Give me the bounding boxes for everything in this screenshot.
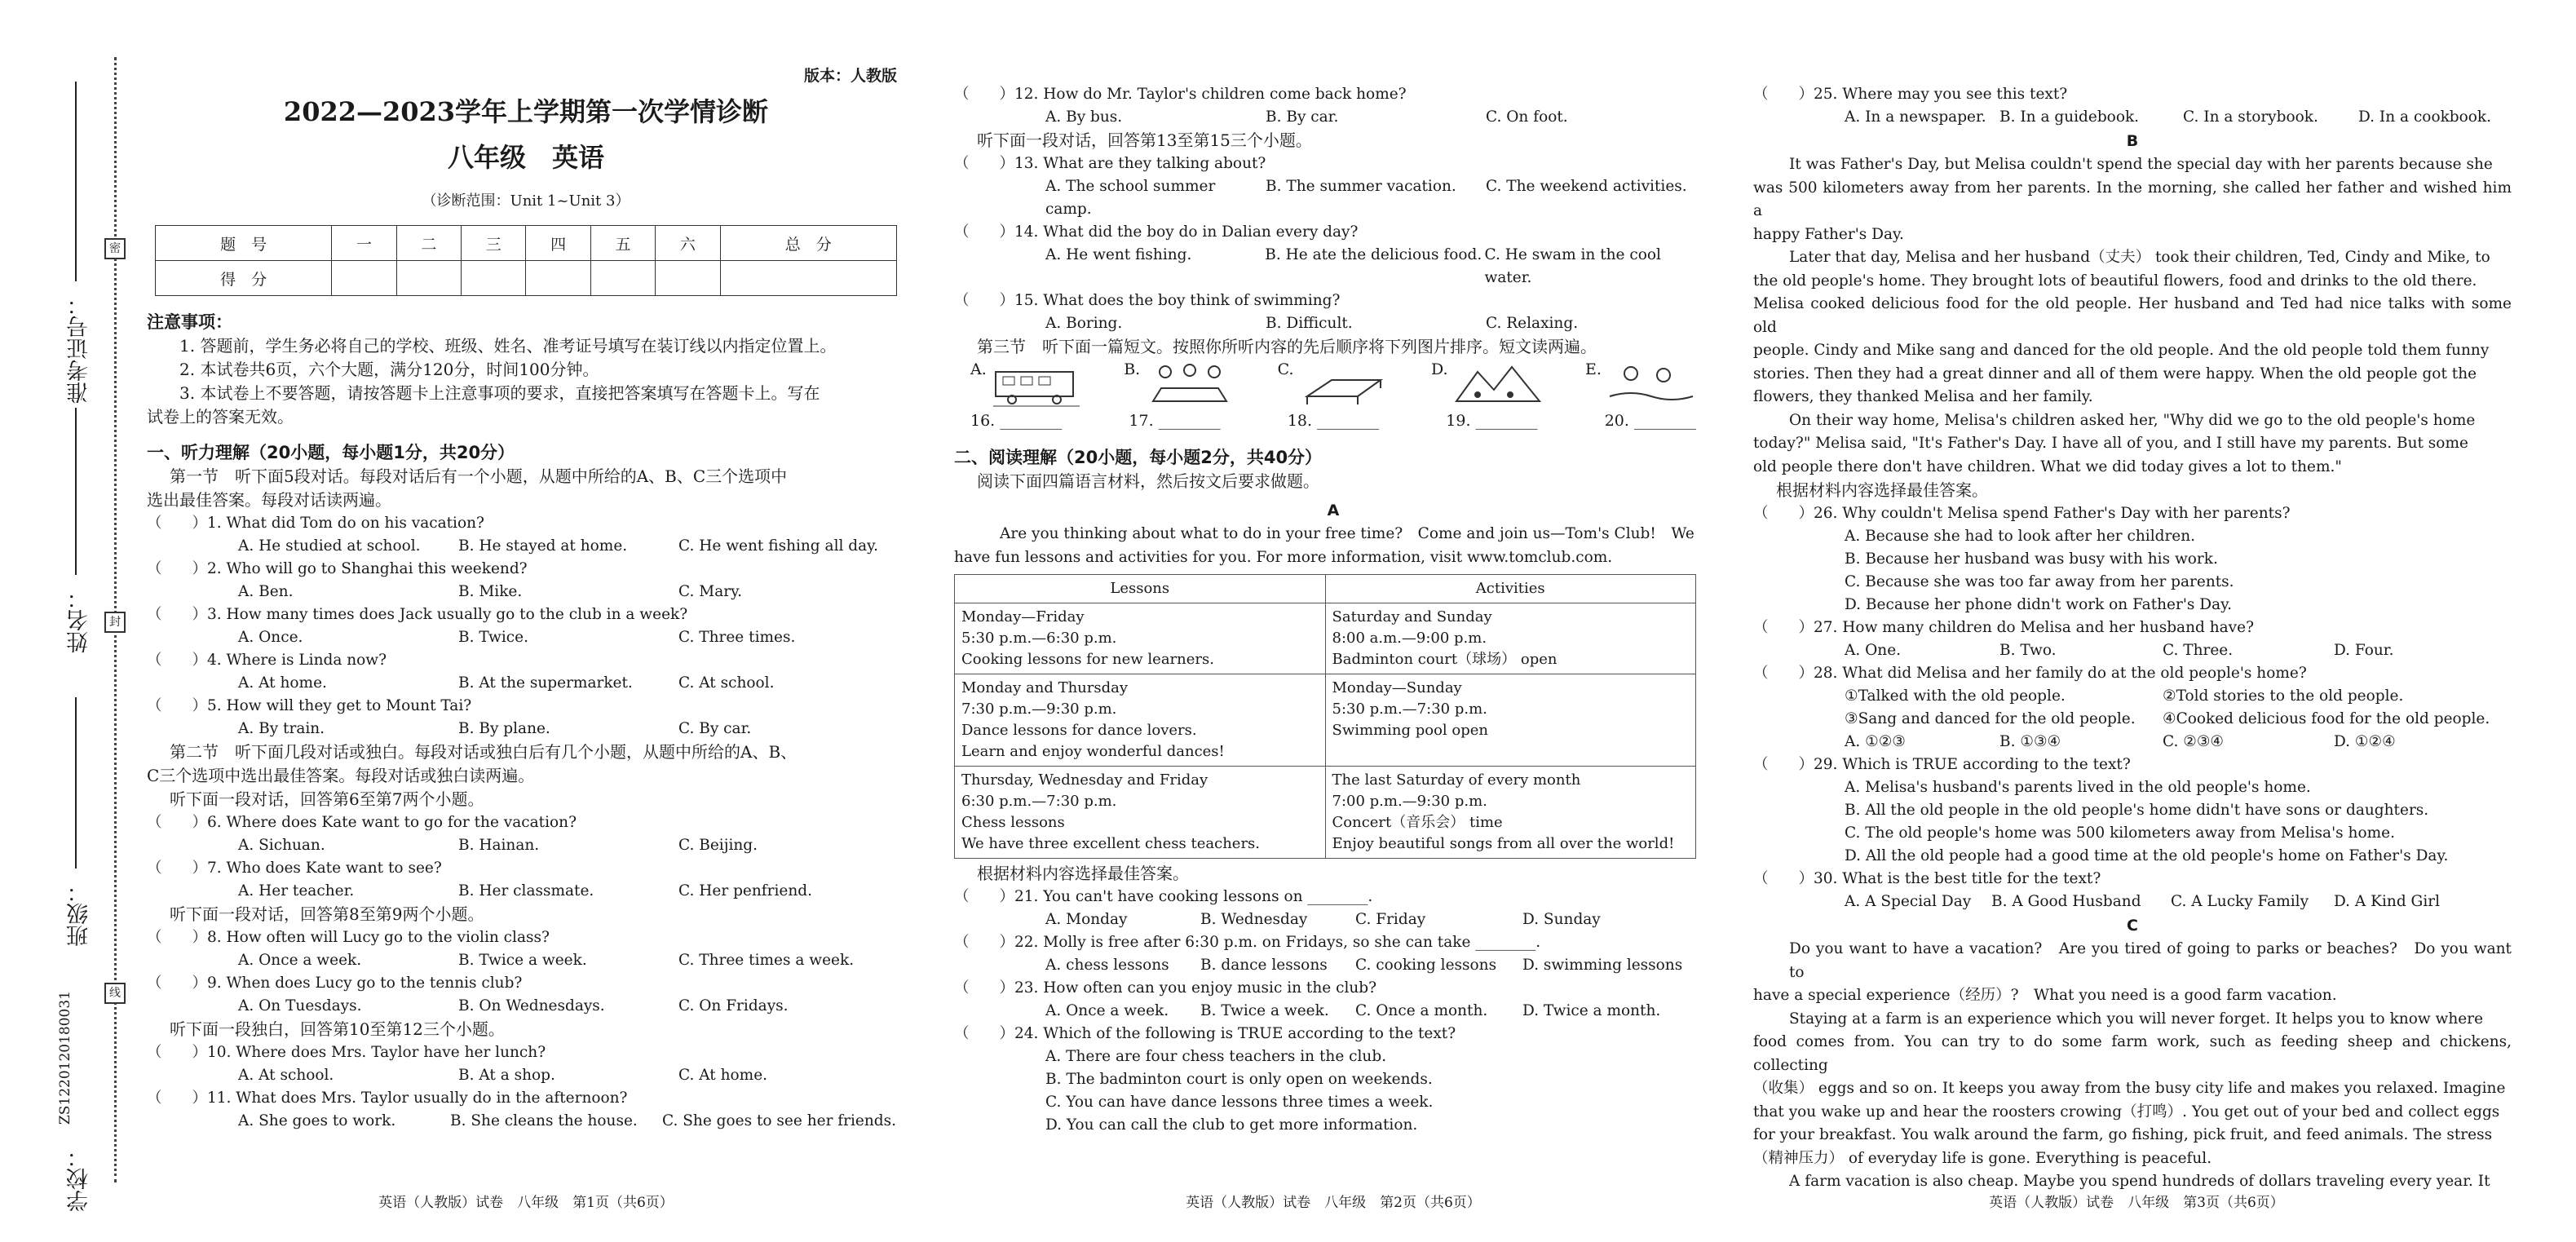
picture-e: E. (1585, 360, 1696, 408)
page-1 (147, 0, 905, 1242)
option: B. Two. (1999, 642, 2057, 659)
instruction: 第二节 听下面几段对话或独白。每段对话或独白后有几个小题，从题中所给的A、B、 (170, 742, 798, 762)
passage-text: happy Father's Day. (1753, 225, 1904, 243)
option: C. At home. (678, 1067, 768, 1084)
instruction: 选出最佳答案。每段对话读两遍。 (147, 490, 391, 510)
option: B. At the supermarket. (458, 674, 633, 692)
table-header: Lessons (955, 575, 1326, 603)
question: （ ）24. Which of the following is TRUE according to the text? (954, 1025, 1456, 1042)
page-2 (954, 0, 1712, 1242)
school-label: 学校： (67, 1146, 92, 1212)
score-cell: 总 分 (720, 226, 896, 261)
question: （ ）2. Who will go to Shanghai this weekend? (147, 560, 528, 577)
option: B. The summer vacation. (1266, 178, 1456, 195)
section-heading: 二、阅读理解（20小题，每小题2分，共40分） (954, 448, 1323, 467)
option: B. At a shop. (458, 1067, 555, 1084)
option: C. Her penfriend. (678, 882, 812, 899)
exam-scope: （诊断范围：Unit 1~Unit 3） (422, 192, 630, 210)
score-cell: 题 号 (156, 226, 332, 261)
table-cell: Thursday, Wednesday and Friday 6:30 p.m.—7:30 p.m. Chess lessons We have three excellent chess teachers. (955, 767, 1326, 859)
table-header: Activities (1325, 575, 1696, 603)
option: C. He went fishing all day. (678, 537, 879, 555)
question: （ ）12. How do Mr. Taylor's children come back home? (954, 86, 1407, 103)
option: C. She goes to see her friends. (662, 1112, 896, 1129)
option: D. You can call the club to get more information. (1045, 1116, 1418, 1134)
paper-code: ZS1220120180031 (57, 991, 73, 1125)
table-cell: Saturday and Sunday 8:00 a.m.—9:00 p.m. Badminton court（球场） open (1325, 603, 1696, 674)
passage-text: food comes from. You can try to do some farm work, such as feeding sheep and chickens, collecting (1753, 1033, 2512, 1074)
question: （ ）13. What are they talking about? (954, 155, 1266, 172)
option: C. ②③④ (2163, 733, 2225, 750)
option: A. There are four chess teachers in the club. (1045, 1048, 1387, 1065)
passage-text: Later that day, Melisa and her husband（丈夫） took their children, Ted, Cindy and Mike, to (1789, 249, 2490, 266)
passage-text: （精神压力） of everyday life is gone. Everything is peaceful. (1753, 1149, 2212, 1167)
instruction: 第一节 听下面5段对话。每段对话后有一个小题，从题中所给的A、B、C三个选项中 (170, 466, 788, 486)
option: C. Three. (2163, 642, 2234, 659)
passage-text: Melisa cooked delicious food for the old people. Her husband and Ted had nice talks with some old (1753, 295, 2512, 336)
option: C. Friday (1355, 911, 1426, 928)
option: A. A Special Day (1845, 893, 1972, 910)
option: C. Because she was too far away from her parents. (1845, 573, 2234, 590)
option: A. Ben. (238, 583, 294, 600)
page-footer: 英语（人教版）试卷 八年级 第2页（共6页） (1186, 1195, 1481, 1211)
option: C. By car. (678, 720, 752, 737)
notes (147, 310, 905, 429)
answer-blank[interactable]: 16. ________ (970, 412, 1063, 430)
instruction: 听下面一段对话，回答第13至第15三个小题。 (977, 130, 1312, 150)
statement: ④Cooked delicious food for the old people. (2163, 710, 2490, 727)
passage-text: On their way home, Melisa's children asked her, "Why did we go to the old people's home (1789, 411, 2476, 429)
option: A. Once a week. (1045, 1002, 1169, 1019)
instruction: 根据材料内容选择最佳答案。 (977, 864, 1189, 883)
question: （ ）15. What does the boy think of swimming? (954, 292, 1341, 309)
option: B. dance lessons (1200, 957, 1328, 974)
instruction: 阅读下面四篇语言材料，然后按文后要求做题。 (977, 471, 1319, 491)
option: D. In a cookbook. (2358, 108, 2492, 126)
option: C. Three times a week. (678, 952, 855, 969)
passage-text: （收集） eggs and so on. It keeps you away from the busy city life and makes you relaxed. Imagine (1753, 1080, 2506, 1097)
question: （ ）29. Which is TRUE according to the text? (1753, 756, 2131, 773)
seal-mark-middle: 封 (104, 612, 126, 633)
answer-blanks (954, 408, 1712, 434)
option: C. You can have dance lessons three times a week. (1045, 1094, 1434, 1111)
statement: ③Sang and danced for the old people. (1845, 710, 2136, 727)
note-item: 试卷上的答案无效。 (147, 407, 294, 427)
option: A. The school summer camp. (1045, 178, 1216, 218)
passage-text: A farm vacation is also cheap. Maybe you spend hundreds of dollars traveling every year. It (1789, 1173, 2490, 1190)
option: A. One. (1845, 642, 1902, 659)
score-cell: 四 (526, 226, 590, 261)
option: C. Once a month. (1355, 1002, 1488, 1019)
option: C. On Fridays. (678, 997, 789, 1014)
option: B. Mike. (458, 583, 523, 600)
option: A. chess lessons (1045, 957, 1169, 974)
option: C. He swam in the cool water. (1484, 246, 1661, 286)
mountain-picture-icon (1453, 360, 1543, 408)
statement: ①Talked with the old people. (1845, 687, 2066, 705)
question: （ ）26. Why couldn't Melisa spend Father's Day with her parents? (1753, 505, 2291, 522)
question: （ ）30. What is the best title for the text? (1753, 870, 2101, 887)
option: A. By train. (238, 720, 325, 737)
option: D. A Kind Girl (2334, 893, 2441, 910)
question: （ ）6. Where does Kate want to go for the vacation? (147, 814, 577, 831)
passage-text: It was Father's Day, but Melisa couldn't spend the special day with her parents because she (1789, 156, 2493, 173)
instruction: 根据材料内容选择最佳答案。 (1776, 480, 1988, 500)
option: A. Once. (238, 629, 303, 646)
seal-mark-bottom: 线 (104, 983, 126, 1004)
class-label: 班级： (67, 881, 92, 947)
option: B. In a guidebook. (1999, 108, 2140, 126)
option: C. The old people's home was 500 kilometers away from Melisa's home. (1845, 824, 2395, 842)
picture-b: B. (1124, 360, 1235, 408)
instruction: 听下面一段对话，回答第6至第7两个小题。 (170, 789, 484, 809)
passage-text: for your breakfast. You walk around the farm, go fishing, pick fruit, and feed animals. The stress (1753, 1126, 2493, 1143)
bed-picture-icon (1299, 360, 1389, 408)
picture-row (954, 360, 1712, 408)
option: C. Mary. (678, 583, 742, 600)
passage-text: Are you thinking about what to do in your free time? Come and join us—Tom's Club! We (1000, 525, 1695, 542)
note-item: 2. 本试卷共6页，六个大题，满分120分，时间100分钟。 (179, 360, 599, 379)
table-cell: Monday—Friday 5:30 p.m.—6:30 p.m. Cooking lessons for new learners. (955, 603, 1326, 674)
question: （ ）10. Where does Mrs. Taylor have her lunch? (147, 1044, 546, 1061)
passage-b-label: B (2126, 132, 2139, 150)
option: A. At school. (238, 1067, 334, 1084)
option: B. ①③④ (1999, 733, 2061, 750)
option: B. Difficult. (1266, 315, 1353, 332)
note-item: 3. 本试卷上不要答题，请按答题卡上注意事项的要求，直接把答案填写在答题卡上。写在 (179, 383, 820, 403)
option: B. A Good Husband (1991, 893, 2141, 910)
passage-text: stories. Then they had a great dinner and all of them were happy. When the old people got the (1753, 365, 2477, 382)
question: （ ）9. When does Lucy go to the tennis club? (147, 975, 523, 992)
question: （ ）25. Where may you see this text? (1753, 86, 2068, 103)
option: C. The weekend activities. (1486, 178, 1687, 195)
option: B. Twice a week. (458, 952, 587, 969)
option: D. ①②④ (2334, 733, 2396, 750)
beach-picture-icon (1606, 360, 1696, 408)
question: （ ）4. Where is Linda now? (147, 652, 387, 669)
option: A. By bus. (1045, 108, 1123, 126)
option: B. All the old people in the old people's home didn't have sons or daughters. (1845, 802, 2429, 819)
picture-c: C. (1278, 360, 1389, 408)
question: （ ）27. How many children do Melisa and her husband have? (1753, 619, 2254, 636)
question: （ ）23. How often can you enjoy music in the club? (954, 979, 1377, 997)
option: C. In a storybook. (2183, 108, 2318, 126)
option: C. On foot. (1486, 108, 1568, 126)
option: C. Three times. (678, 629, 796, 646)
option: A. She goes to work. (238, 1112, 396, 1129)
passage-text: that you wake up and hear the roosters crowing（打鸣）. You get out of your bed and collect eggs (1753, 1103, 2500, 1120)
option: A. He went fishing. (1045, 246, 1192, 263)
option: D. All the old people had a good time at the old people's home on Father's Day. (1845, 847, 2449, 864)
option: A. Her teacher. (238, 882, 355, 899)
passage-text: Do you want to have a vacation? Are you tired of going to parks or beaches? Do you want to (1789, 940, 2512, 981)
question: （ ）7. Who does Kate want to see? (147, 860, 442, 877)
passage-a-label: A (1327, 502, 1340, 519)
picture-d: D. (1431, 360, 1543, 408)
option: B. He ate the delicious food. (1265, 246, 1482, 263)
option: B. By plane. (458, 720, 550, 737)
question: （ ）5. How will they get to Mount Tai? (147, 697, 472, 714)
option: D. Four. (2334, 642, 2394, 659)
option: B. Twice. (458, 629, 528, 646)
option: A. Sichuan. (238, 837, 325, 854)
page-footer: 英语（人教版）试卷 八年级 第1页（共6页） (378, 1195, 674, 1211)
question: （ ）1. What did Tom do on his vacation? (147, 515, 484, 532)
exam-subtitle: 八年级 英语 (447, 142, 604, 173)
option: B. He stayed at home. (458, 537, 628, 555)
passage-text: have fun lessons and activities for you. For more information, visit www.tomclub.com. (954, 548, 1613, 566)
option: C. Beijing. (678, 837, 758, 854)
note-item: 1. 答题前，学生务必将自己的学校、班级、姓名、准考证号填写在装订线以内指定位置上。 (179, 336, 837, 356)
option: D. Twice a month. (1522, 1002, 1661, 1019)
option: B. Because her husband was busy with his work. (1845, 550, 2218, 568)
club-schedule-table (954, 574, 1696, 859)
answer-blank[interactable]: 18. ________ (1287, 412, 1380, 430)
passage-text: Staying at a farm is an experience which you will never forget. It helps you to know where (1789, 1010, 2484, 1028)
page-3 (1753, 0, 2520, 1242)
name-line (75, 408, 77, 575)
option: B. She cleans the house. (450, 1112, 638, 1129)
option: C. A Lucky Family (2171, 893, 2309, 910)
option: A. Because she had to look after her children. (1845, 528, 2196, 545)
question: （ ）8. How often will Lucy go to the violin class? (147, 929, 550, 946)
option: B. The badminton court is only open on weekends. (1045, 1071, 1433, 1088)
section-heading: 一、听力理解（20小题，每小题1分，共20分） (147, 443, 515, 462)
picture-a: A. (970, 360, 1081, 408)
option: A. He studied at school. (238, 537, 421, 555)
option: B. On Wednesdays. (458, 997, 605, 1014)
exam-number-label: 准考证号： (67, 294, 92, 404)
score-table (155, 225, 897, 296)
exam-number-line (75, 82, 77, 281)
name-label: 姓名： (67, 587, 92, 653)
table-cell: Monday and Thursday 7:30 p.m.—9:30 p.m. Dance lessons for dance lovers. Learn and enjoy wonderful dances! (955, 674, 1326, 767)
table-cell: The last Saturday of every month 7:00 p.m.—9:30 p.m. Concert（音乐会） time Enjoy beautiful songs from all over the world! (1325, 767, 1696, 859)
option: A. Monday (1045, 911, 1128, 928)
option: D. swimming lessons (1522, 957, 1683, 974)
statement: ②Told stories to the old people. (2163, 687, 2404, 705)
option: C. Relaxing. (1486, 315, 1579, 332)
passage-text: have a special experience（经历）? What you need is a good farm vacation. (1753, 987, 2337, 1004)
option: B. By car. (1266, 108, 1339, 126)
option: B. Her classmate. (458, 882, 594, 899)
score-cell: 六 (656, 226, 720, 261)
option: C. At school. (678, 674, 775, 692)
option: D. Because her phone didn't work on Father's Day. (1845, 596, 2233, 613)
option: B. Hainan. (458, 837, 540, 854)
answer-blank[interactable]: 19. ________ (1446, 412, 1538, 430)
score-cell: 三 (462, 226, 526, 261)
score-cell: 五 (590, 226, 655, 261)
instruction: 听下面一段独白，回答第10至第12三个小题。 (170, 1019, 505, 1039)
option: A. ①②③ (1845, 733, 1906, 750)
question: （ ）28. What did Melisa and her family do at the old people's home? (1753, 665, 2307, 682)
option: A. On Tuesdays. (238, 997, 362, 1014)
question: （ ）11. What does Mrs. Taylor usually do in the afternoon? (147, 1090, 628, 1107)
passage-text: today?" Melisa said, "It's Father's Day. I have all of you, and I still have my parents. But some (1753, 435, 2468, 452)
notes-title: 注意事项： (147, 312, 232, 332)
option: C. cooking lessons (1355, 957, 1497, 974)
option: A. In a newspaper. (1845, 108, 1986, 126)
option: A. Boring. (1045, 315, 1123, 332)
passage-text: the old people's home. They brought lots of beautiful flowers, food and drinks to the old there. (1753, 272, 2477, 290)
train-picture-icon (992, 360, 1081, 408)
class-line (75, 697, 77, 869)
instruction: 听下面一段对话，回答第8至第9两个小题。 (170, 904, 484, 924)
option: A. Once a week. (238, 952, 362, 969)
seal-mark-top: 密 (104, 238, 126, 259)
passage-text: was 500 kilometers away from her parents. In the morning, she called her father and wished him a (1753, 179, 2512, 219)
answer-blank[interactable]: 17. ________ (1129, 412, 1221, 430)
passage-text: people. Cindy and Mike sang and danced for the old people. And the old people told them funny (1753, 342, 2490, 359)
question: （ ）21. You can't have cooking lessons on ________. (954, 888, 1373, 905)
table-cell: Monday—Sunday 5:30 p.m.—7:30 p.m. Swimming pool open (1325, 674, 1696, 767)
passage-text: flowers, they thanked Melisa and her family. (1753, 388, 2093, 405)
answer-blank[interactable]: 20. ________ (1604, 412, 1696, 430)
score-cell: 一 (332, 226, 396, 261)
binding-margin (0, 0, 143, 1242)
option: D. Sunday (1522, 911, 1601, 928)
option: B. Wednesday (1200, 911, 1308, 928)
question: （ ）3. How many times does Jack usually go to the club in a week? (147, 606, 688, 623)
question: （ ）14. What did the boy do in Dalian every day? (954, 223, 1359, 241)
option: A. At home. (238, 674, 327, 692)
exam-title: 2022—2023学年上学期第一次学情诊断 (283, 96, 769, 127)
question: （ ）22. Molly is free after 6:30 p.m. on Fridays, so she can take ________. (954, 934, 1541, 951)
page-footer: 英语（人教版）试卷 八年级 第3页（共6页） (1989, 1195, 2284, 1211)
party-picture-icon (1145, 360, 1235, 408)
version-label: 版本：人教版 (803, 67, 897, 85)
listening-section (147, 440, 905, 1133)
option: B. Twice a week. (1200, 1002, 1329, 1019)
passage-text: old people there don't have children. What we did today gives a lot to them." (1753, 457, 2342, 475)
option: A. Melisa's husband's parents lived in the old people's home. (1845, 779, 2311, 796)
passage-c-label: C (2127, 917, 2138, 935)
score-cell: 得 分 (156, 261, 332, 296)
instruction: C三个选项中选出最佳答案。每段对话或独白读两遍。 (147, 766, 535, 785)
score-cell: 二 (396, 226, 461, 261)
instruction: 第三节 听下面一篇短文。按照你所听内容的先后顺序将下列图片排序。短文读两遍。 (977, 337, 1597, 356)
